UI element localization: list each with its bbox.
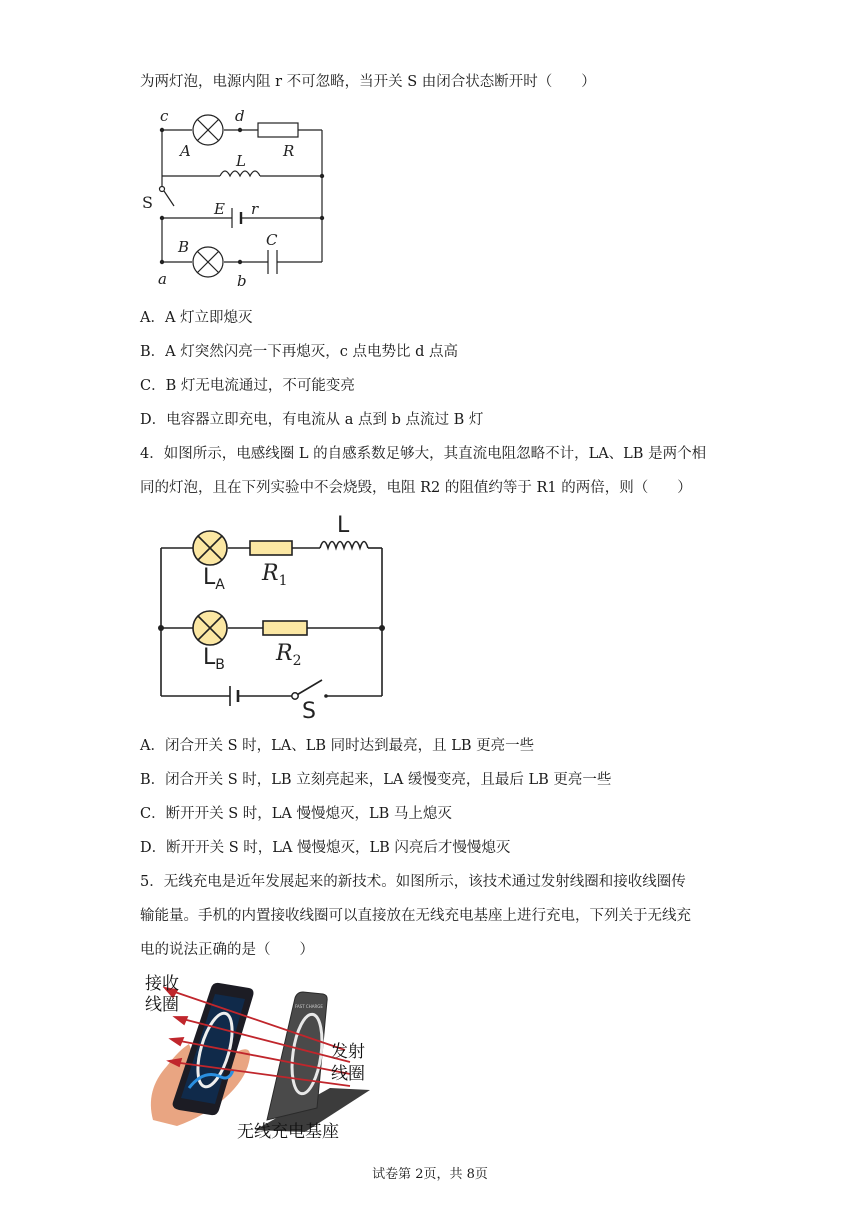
label-R1: R <box>262 561 279 586</box>
label-LA-sub: A <box>215 577 225 593</box>
q5-stem-line2: 输能量。手机的内置接收线圈可以直接放在无线充电基座上进行充电，下列关于无线充 <box>140 908 691 924</box>
label-d: d <box>235 107 245 125</box>
q4-option-d: D．断开开关 S 时，LA 慢慢熄灭，LB 闪亮后才慢慢熄灭 <box>140 840 511 856</box>
label-b: b <box>237 272 247 290</box>
label-a: a <box>158 270 167 288</box>
label-L-inductor: L <box>337 513 350 538</box>
label-LA: L <box>203 565 216 590</box>
svg-text:LA <box>203 565 225 593</box>
svg-text:R1 <box>261 561 288 589</box>
receive-coil-label-2: 线圈 <box>145 995 179 1015</box>
label-R1-sub: 1 <box>278 573 288 589</box>
q5-stem-line3: 电的说法正确的是（ ） <box>140 942 314 958</box>
q5-stem-line1: 5．无线充电是近年发展起来的新技术。如图所示，该技术通过发射线圈和接收线圈传 <box>140 874 686 890</box>
emit-coil-label-1: 发射 <box>331 1042 365 1062</box>
label-L: L <box>236 152 246 170</box>
q4-stem-line1: 4．如图所示，电感线圈 L 的自感系数足够大，其直流电阻忽略不计，LA、LB 是两个相 <box>140 446 707 462</box>
label-B: B <box>178 238 190 256</box>
q3-option-a: A．A 灯立即熄灭 <box>140 310 253 326</box>
charging-stand-icon <box>255 992 370 1132</box>
label-R2: R <box>276 641 293 666</box>
stand-text: FAST CHARGE <box>295 1004 323 1009</box>
label-R2-sub: 2 <box>292 653 302 669</box>
q4-option-a: A．闭合开关 S 时，LA、LB 同时达到最亮，且 LB 更亮一些 <box>140 738 535 754</box>
page-footer: 试卷第 2页，共 8页 <box>372 1167 488 1182</box>
label-LB-sub: B <box>215 657 225 673</box>
label-S-switch: S <box>302 699 316 724</box>
q3-option-d: D．电容器立即充电，有电流从 a 点到 b 点流过 B 灯 <box>140 412 484 428</box>
label-c: c <box>160 107 169 125</box>
q4-stem-line2: 同的灯泡，且在下列实验中不会烧毁，电阻 R2 的阻值约等于 R1 的两倍，则（ ） <box>140 480 692 496</box>
svg-text:LB <box>203 645 225 673</box>
emit-coil-label-2: 线圈 <box>331 1064 365 1084</box>
receive-coil-label-1: 接收 <box>145 974 179 994</box>
q4-option-b: B．闭合开关 S 时，LB 立刻亮起来，LA 缓慢变亮，且最后 LB 更亮一些 <box>140 772 612 788</box>
resistor-R1 <box>250 541 292 555</box>
charging-base-label: 无线充电基座 <box>237 1122 339 1142</box>
q3-option-b: B．A 灯突然闪亮一下再熄灭，c 点电势比 d 点高 <box>140 344 458 360</box>
q4-option-c: C．断开开关 S 时，LA 慢慢熄灭，LB 马上熄灭 <box>140 806 452 822</box>
label-r: r <box>251 200 259 218</box>
label-S: S <box>142 193 153 212</box>
label-A: A <box>180 142 191 160</box>
q3-stem-tail: 为两灯泡，电源内阻 r 不可忽略，当开关 S 由闭合状态断开时（ ） <box>140 74 596 90</box>
label-E: E <box>214 200 225 218</box>
wireless-charging-illustration <box>145 970 395 1145</box>
label-C: C <box>266 231 278 249</box>
label-LB: L <box>203 645 216 670</box>
q3-option-c: C．B 灯无电流通过，不可能变亮 <box>140 378 355 394</box>
q4-circuit-diagram <box>150 510 410 724</box>
label-R: R <box>283 142 295 160</box>
resistor-R2 <box>263 621 307 635</box>
svg-text:R2 <box>275 641 302 669</box>
q3-circuit-diagram <box>140 100 380 290</box>
